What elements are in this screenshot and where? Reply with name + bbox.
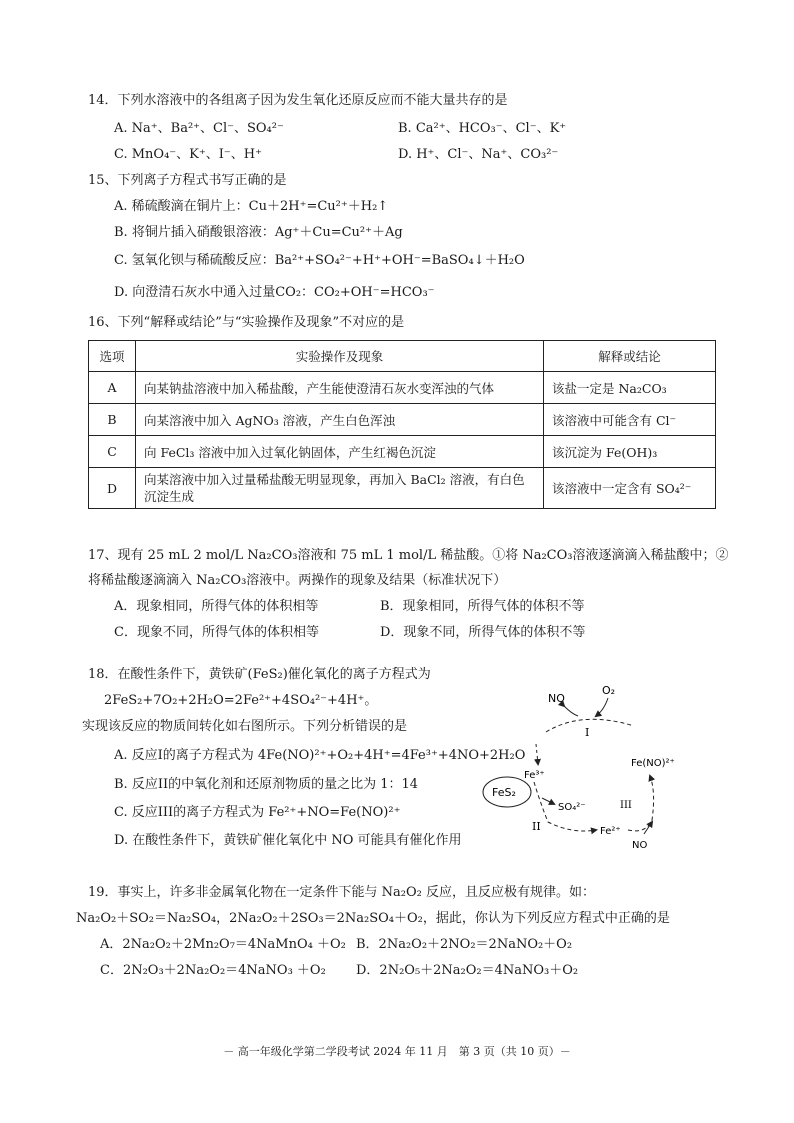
q15-option-c[interactable]: C. 氢氧化钡与稀硫酸反应：Ba²⁺+SO₄²⁻+H⁺+OH⁻=BaSO₄↓＋H₂O — [114, 253, 525, 268]
row-conclusion: 该盐一定是 Na₂CO₃ — [544, 372, 716, 404]
row-conclusion: 该沉淀为 Fe(OH)₃ — [544, 436, 716, 468]
q17-option-c[interactable]: C．现象不同，所得气体的体积相等 — [114, 625, 319, 640]
arrow-no-out — [564, 706, 578, 716]
diagram-fe3-label: Fe³⁺ — [524, 770, 545, 781]
q16-stem: 16、下列“解释或结论”与“实验操作及现象”不对应的是 — [88, 315, 405, 330]
q17-option-a[interactable]: A．现象相同，所得气体的体积相等 — [114, 599, 319, 614]
arrow-so4-out — [542, 798, 554, 804]
header-conclusion: 解释或结论 — [544, 341, 716, 372]
q17-option-b[interactable]: B．现象相同，所得气体的体积不等 — [380, 599, 585, 614]
arrow-o2-in — [596, 698, 608, 716]
table-row — [89, 404, 716, 436]
q14-option-c[interactable]: C. MnO₄⁻、K⁺、I⁻、H⁺ — [114, 147, 262, 162]
row-option: C — [89, 436, 136, 468]
q19-option-b[interactable]: B．2Na₂O₂＋2NO₂＝2NaNO₂＋O₂ — [356, 937, 573, 952]
row-option: D — [89, 468, 136, 509]
q18-stem-line1: 18．在酸性条件下，黄铁矿(FeS₂)催化氧化的离子方程式为 — [88, 667, 431, 682]
q19-stem-line1: 19．事实上，许多非金属氧化物在一定条件下能与 Na₂O₂ 反应，且反应极有规律。如： — [88, 885, 596, 900]
q16-table — [88, 340, 716, 509]
table-row — [89, 436, 716, 468]
q17-stem-line1: 17、现有 25 mL 2 mol/L Na₂CO₃溶液和 75 mL 1 mol/L 稀盐酸。①将 Na₂CO₃溶液逐滴滴入稀盐酸中；② — [88, 548, 729, 563]
arc-reaction-1 — [546, 719, 634, 732]
q18-option-b[interactable]: B. 反应II的中氧化剂和还原剂物质的量之比为 1：14 — [114, 777, 419, 792]
diagram-fe2-label: Fe²⁺ — [600, 826, 621, 837]
diagram-r1-label: I — [585, 726, 590, 739]
q19-stem-line2: Na₂O₂＋SO₂＝Na₂SO₄，2Na₂O₂＋2SO₃＝2Na₂SO₄＋O₂，据此，你认为下列反应方程式中正确的是 — [76, 911, 670, 926]
diagram-no2-label: NO — [632, 840, 648, 851]
row-operation: 向某溶液中加入过量稀盐酸无明显现象，再加入 BaCl₂ 溶液，有白色沉淀生成 — [136, 468, 544, 509]
header-option: 选项 — [89, 341, 136, 372]
row-operation: 向某溶液中加入 AgNO₃ 溶液，产生白色浑浊 — [136, 404, 544, 436]
q14-option-d[interactable]: D. H⁺、Cl⁻、Na⁺、CO₃²⁻ — [398, 147, 559, 162]
row-option: B — [89, 404, 136, 436]
row-operation: 向某钠盐溶液中加入稀盐酸，产生能使澄清石灰水变浑浊的气体 — [136, 372, 544, 404]
q18-option-a[interactable]: A. 反应I的离子方程式为 4Fe(NO)²⁺+O₂+4H⁺=4Fe³⁺+4NO+2H₂O — [114, 748, 526, 763]
diagram-r2-label: II — [532, 820, 541, 833]
q18-option-d[interactable]: D. 在酸性条件下，黄铁矿催化氧化中 NO 可能具有催化作用 — [114, 833, 462, 848]
q18-cycle-diagram — [472, 672, 722, 852]
q14-option-a[interactable]: A. Na⁺、Ba²⁺、Cl⁻、SO₄²⁻ — [114, 121, 284, 136]
diagram-fes2-label: FeS₂ — [492, 786, 516, 799]
q19-option-a[interactable]: A．2Na₂O₂＋2Mn₂O₇＝4NaMnO₄ ＋O₂ — [100, 937, 346, 952]
q18-stem-line2: 实现该反应的物质间转化如右图所示。下列分析错误的是 — [82, 719, 408, 734]
q14-stem: 14．下列水溶液中的各组离子因为发生氧化还原反应而不能大量共存的是 — [88, 93, 508, 108]
table-row — [89, 372, 716, 404]
diagram-r3-label: III — [620, 800, 632, 811]
q19-option-d[interactable]: D．2N₂O₅＋2Na₂O₂＝4NaNO₃＋O₂ — [356, 963, 579, 978]
header-operation: 实验操作及现象 — [136, 341, 544, 372]
q18-option-c[interactable]: C. 反应III的离子方程式为 Fe²⁺+NO=Fe(NO)²⁺ — [114, 805, 401, 820]
row-conclusion: 该溶液中可能含有 Cl⁻ — [544, 404, 716, 436]
q18-equation: 2FeS₂+7O₂+2H₂O=2Fe²⁺+4SO₄²⁻+4H⁺。 — [104, 693, 378, 708]
q19-option-c[interactable]: C．2N₂O₃＋2Na₂O₂＝4NaNO₃ ＋O₂ — [100, 963, 326, 978]
arrow-to-fe3 — [536, 744, 538, 764]
diagram-so4-label: SO₄²⁻ — [558, 802, 586, 813]
diagram-feno-label: Fe(NO)²⁺ — [631, 758, 675, 769]
diagram-no-label: NO — [548, 692, 565, 705]
diagram-o2-label: O₂ — [602, 684, 616, 697]
row-conclusion: 该溶液中一定含有 SO₄²⁻ — [544, 468, 716, 509]
table-row — [89, 468, 716, 509]
row-option: A — [89, 372, 136, 404]
q15-option-b[interactable]: B. 将铜片插入硝酸银溶液：Ag⁺＋Cu=Cu²⁺＋Ag — [114, 225, 403, 240]
page-footer: － 高一年级化学第二学段考试 2024 年 11 月 第 3 页（共 10 页）－ — [223, 1045, 571, 1058]
q15-option-d[interactable]: D. 向澄清石灰水中通入过量CO₂：CO₂+OH⁻=HCO₃⁻ — [114, 285, 435, 300]
q15-stem: 15、下列离子方程式书写正确的是 — [88, 173, 287, 188]
q17-option-d[interactable]: D．现象不同，所得气体的体积不等 — [380, 625, 586, 640]
q17-stem-line2: 将稀盐酸逐滴滴入 Na₂CO₃溶液中。两操作的现象及结果（标准状况下） — [88, 573, 507, 588]
q15-option-a[interactable]: A. 稀硫酸滴在铜片上：Cu＋2H⁺=Cu²⁺＋H₂↑ — [114, 199, 389, 214]
table-header-row — [89, 341, 716, 372]
row-operation: 向 FeCl₃ 溶液中加入过氧化钠固体，产生红褐色沉淀 — [136, 436, 544, 468]
q14-option-b[interactable]: B. Ca²⁺、HCO₃⁻、Cl⁻、K⁺ — [398, 121, 567, 136]
